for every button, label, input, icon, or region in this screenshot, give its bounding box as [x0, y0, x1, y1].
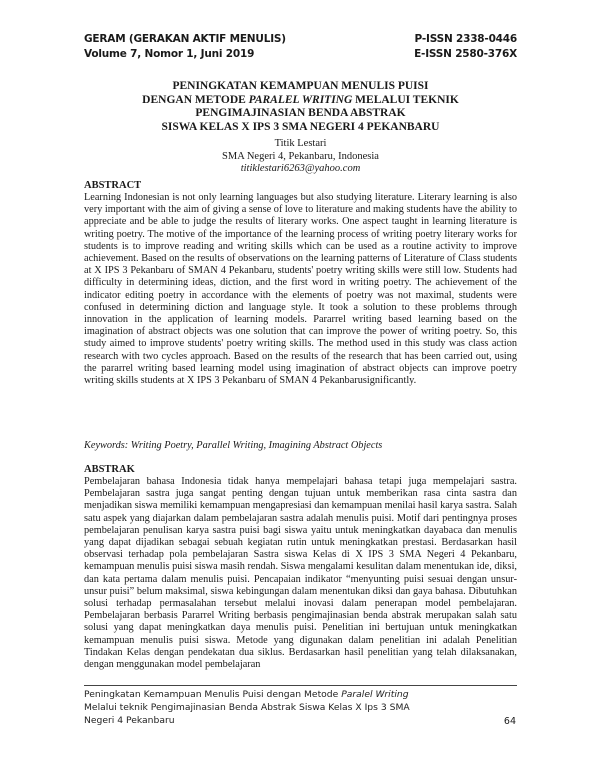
title-line-2: [84, 94, 517, 108]
author-email[interactable]: titiklestari6263@yahoo.com: [240, 163, 361, 174]
footer-line-3: Negeri 4 Pekanbaru: [84, 715, 175, 726]
abstrak-text: Pembelajaran bahasa Indonesia tidak hanya mempelajari bahasa tetapi juga mempelajari sastra. Pembelajaran sastra juga sangat penting dengan tujuan untuk memberikan rasa cinta sastra dan menjadikan siswa memiliki kemampuan mengapresiasi dan kemampuan menilai hasil karya sastra. Salah satu aspek yang diajarkan dalam pembelajaran sastra adalah menulis puisi. Motif dari pentingnya proses pembelajaran penulisan karya sastra puisi bagi siswa yaitu untuk meningkatkan dayabaca dan menulis yang dapat dijadikan sebagai sebuah kegiatan rutin untuk meningkatkan prestasi. Berdasarkan hasil observasi terhadap pola pembelajaran Sastra siswa Kelas di X IPS 3 SMA Negeri 4 Pekanbaru, kemampuan menulis puisi siswa masih rendah. Siswa mengalami kesulitan dalam menentukan ide, diksi, dan kata pertama dalam menulis puisi. Pencapaian indikator “menyunting puisi sesuai dengan unsur-unsur puisi” belum maksimal, siswa kebingungan dalam menentukan diksi dan gaya bahasa. Dibutuhkan solusi terhadap permasalahan tersebut melalui inovasi dalam penerapan model pembelajaran. Pembelajaran berbasis Pararrel Writing berbasis pengimajinasian benda abstrak merupakan salah satu solusi yang dapat meningkatkan daya menulis puisi. Penelitian ini bertujuan untuk meningkatkan kemampuan menulis puisi siswa. Metode yang digunakan dalam penelitian ini adalah Penelitian Tindakan Kelas dengan pendekatan dua siklus. Berdasarkan hasil penelitian yang telah dilaksanakan, dengan menggunakan model pembelajaran: [84, 476, 517, 671]
keywords: Keywords: Writing Poetry, Parallel Writing, Imagining Abstract Objects: [84, 440, 383, 451]
title-line-3: PENGIMAJINASIAN BENDA ABSTRAK: [195, 107, 406, 120]
page-footer: [84, 685, 517, 727]
author-block: [84, 138, 517, 176]
abstract-text: Learning Indonesian is not only learning languages but also studying literature. Literary learning is also very important with the aim of giving a sense of love to literature and making students have the ability to appreciate and be able to judge the results of literary works. One aspect taught in learning literature is writing poetry. The motive of the importance of the learning process of writing poetry literary works for students is to improve reading and writing skills which can be used as a routine activity to improve achievement. Based on the results of observations on the learning patterns of Literature of Class students at X IPS 3 Pekanbaru of SMAN 4 Pekanbaru, students' poetry writing skills were still low. Students had difficulty in determining ideas, diction, and the first word in writing poetry. The achievement of the indicator editing poetry in accordance with the elements of poetry was not maximal, students were confused in determining diction and language style. It took a solution to these problems through innovation in the application of learning models. Pararrel writing based learning based on the imagination of abstract objects was one solution that can improve the power of writing poetry. So, this study aimed to improve students' poetry writing skills. The method used in this study was class action research with two cycles approach. Based on the results of the research that has been carried out, using the pararrel writing based learning model using imagination of abstract objects can improve poetry writing skills students at X IPS 3 Pekanbaru of SMAN 4 Pekanbarusignificantly.: [84, 192, 517, 387]
title-line-2-b: MELALUI TEKNIK: [352, 93, 459, 106]
title-line-2-a: DENGAN METODE: [142, 93, 249, 106]
footer-line-1-a: Peningkatan Kemampuan Menulis Puisi dengan Metode: [84, 689, 342, 700]
author-name: Titik Lestari: [274, 138, 327, 149]
abstrak-heading: ABSTRAK: [84, 464, 135, 475]
title-line-1: PENINGKATAN KEMAMPUAN MENULIS PUISI: [172, 80, 429, 92]
title-line-4: SISWA KELAS X IPS 3 SMA NEGERI 4 PEKANBARU: [161, 120, 440, 133]
footer-line-2: Melalui teknik Pengimajinasian Benda Abstrak Siswa Kelas X Ips 3 SMA: [84, 702, 410, 713]
page-number: 64: [503, 716, 516, 727]
journal-header-left: [84, 32, 286, 62]
footer-line-1-italic: Paralel Writing: [341, 689, 409, 700]
paper-title: [84, 80, 517, 134]
title-line-2-italic: PARALEL WRITING: [248, 93, 353, 106]
journal-header-right: [414, 32, 517, 62]
e-issn: E-ISSN 2580-376X: [414, 48, 517, 60]
journal-name: GERAM (GERAKAN AKTIF MENULIS): [84, 33, 286, 45]
journal-volume: Volume 7, Nomor 1, Juni 2019: [84, 48, 255, 60]
author-affiliation: SMA Negeri 4, Pekanbaru, Indonesia: [222, 150, 379, 162]
p-issn: P-ISSN 2338-0446: [414, 33, 517, 45]
abstract-heading: ABSTRACT: [84, 180, 142, 191]
footer-line-1: [84, 688, 517, 701]
